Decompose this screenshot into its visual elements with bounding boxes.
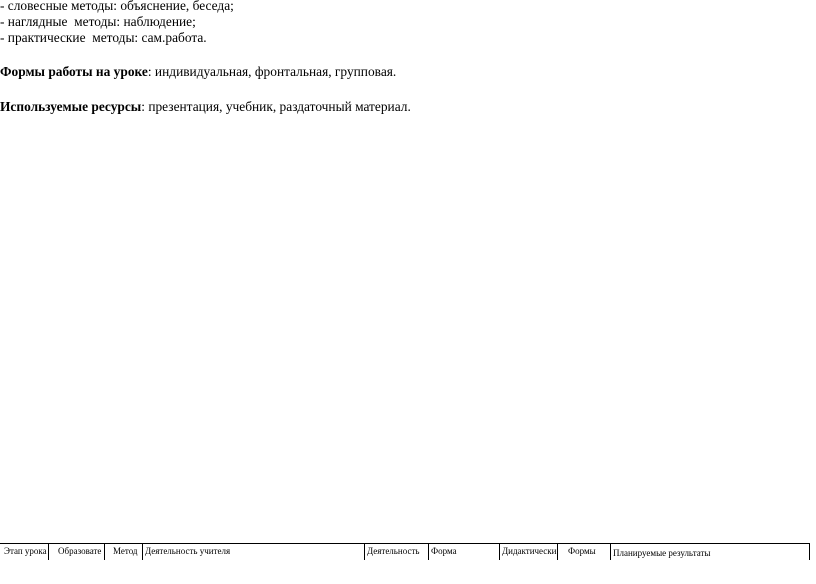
column-header-method: Метод bbox=[113, 546, 138, 556]
lesson-table-header bbox=[0, 543, 810, 559]
column-header-didactic: Дидактически bbox=[502, 546, 557, 556]
column-header-form: Форма bbox=[431, 546, 457, 556]
column-header-educational: Образовате bbox=[58, 546, 102, 556]
resources-value: : презентация, учебник, раздаточный материал. bbox=[141, 99, 411, 114]
column-header-stage: Этап урока bbox=[4, 546, 47, 556]
work-forms-value: : индивидуальная, фронтальная, групповая. bbox=[147, 64, 397, 79]
column-divider bbox=[557, 544, 558, 560]
column-divider bbox=[809, 544, 810, 560]
column-header-planned-results: Планируемые результаты bbox=[613, 548, 711, 558]
methods-practical-line: - практические методы: сам.работа. bbox=[0, 30, 207, 45]
resources-label: Используемые ресурсы bbox=[0, 99, 142, 114]
column-header-teacher-activity: Деятельность учителя bbox=[145, 546, 231, 556]
methods-visual-line: - наглядные методы: наблюдение; bbox=[0, 14, 196, 29]
column-header-forms: Формы bbox=[568, 546, 596, 556]
work-forms-line bbox=[0, 64, 396, 80]
resources-line bbox=[0, 99, 411, 115]
methods-verbal-line: - словесные методы: объяснение, беседа; bbox=[0, 0, 234, 13]
column-header-student-activity: Деятельность bbox=[367, 546, 420, 556]
column-divider bbox=[48, 544, 49, 560]
column-divider bbox=[104, 544, 105, 560]
work-forms-label: Формы работы на уроке bbox=[0, 64, 148, 79]
